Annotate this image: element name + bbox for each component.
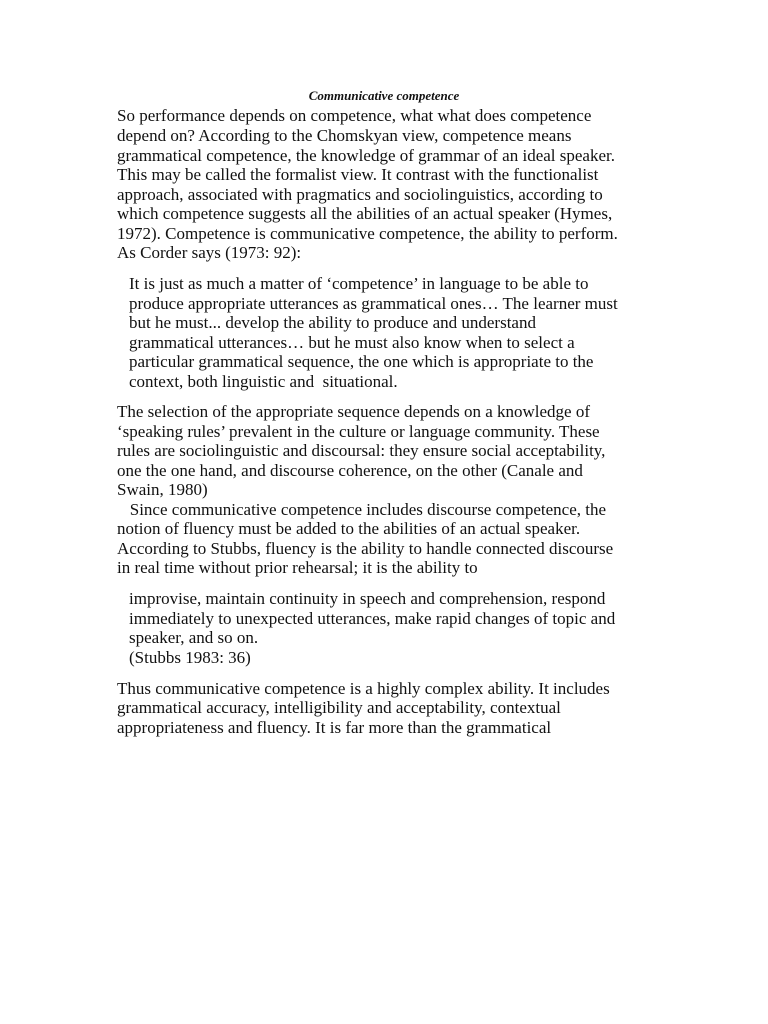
text-line: 1972). Competence is communicative competence, the ability to perform. (117, 224, 618, 243)
text-line: This may be called the formalist view. It contrast with the functionalist (117, 165, 599, 184)
text-line: one the one hand, and discourse coherence, on the other (Canale and (117, 461, 583, 480)
text-line: So performance depends on competence, what what does competence (117, 106, 592, 125)
quote-line: produce appropriate utterances as grammatical ones… The learner must (129, 294, 618, 313)
quote-line: grammatical utterances… but he must also know when to select a (129, 333, 575, 352)
text-line: ‘speaking rules’ prevalent in the culture or language community. These (117, 422, 600, 441)
document-title: Communicative competence (308, 88, 460, 103)
text-line: appropriateness and fluency. It is far more than the grammatical (117, 718, 552, 737)
text-line: approach, associated with pragmatics and sociolinguistics, according to (117, 185, 603, 204)
text-line: grammatical competence, the knowledge of grammar of an ideal speaker. (117, 146, 615, 165)
quote-line: It is just as much a matter of ‘competence’ in language to be able to (129, 274, 589, 293)
text-line: The selection of the appropriate sequence depends on a knowledge of (117, 402, 590, 421)
text-line: rules are sociolinguistic and discoursal: they ensure social acceptability, (117, 441, 606, 460)
text-line: grammatical accuracy, intelligibility and acceptability, contextual (117, 698, 561, 717)
quote-line: but he must... develop the ability to produce and understand (129, 313, 536, 332)
text-line: which competence suggests all the abilities of an actual speaker (Hymes, (117, 204, 613, 223)
text-line: Since communicative competence includes discourse competence, the (117, 500, 607, 519)
quote-line: particular grammatical sequence, the one which is appropriate to the (129, 352, 594, 371)
text-line: notion of fluency must be added to the abilities of an actual speaker. (117, 519, 581, 538)
quote-line: improvise, maintain continuity in speech and comprehension, respond (129, 589, 606, 608)
text-line: Thus communicative competence is a highly complex ability. It includes (117, 679, 610, 698)
quote-citation: (Stubbs 1983: 36) (129, 648, 251, 667)
text-line: According to Stubbs, fluency is the ability to handle connected discourse (117, 539, 614, 558)
quote-line: immediately to unexpected utterances, make rapid changes of topic and (129, 609, 616, 628)
quote-line: context, both linguistic and situational. (129, 372, 398, 391)
text-line: in real time without prior rehearsal; it is the ability to (117, 558, 478, 577)
text-line: depend on? According to the Chomskyan view, competence means (117, 126, 572, 145)
quote-line: speaker, and so on. (129, 628, 259, 647)
text-line: Swain, 1980) (117, 480, 208, 499)
text-line: As Corder says (1973: 92): (117, 243, 302, 262)
